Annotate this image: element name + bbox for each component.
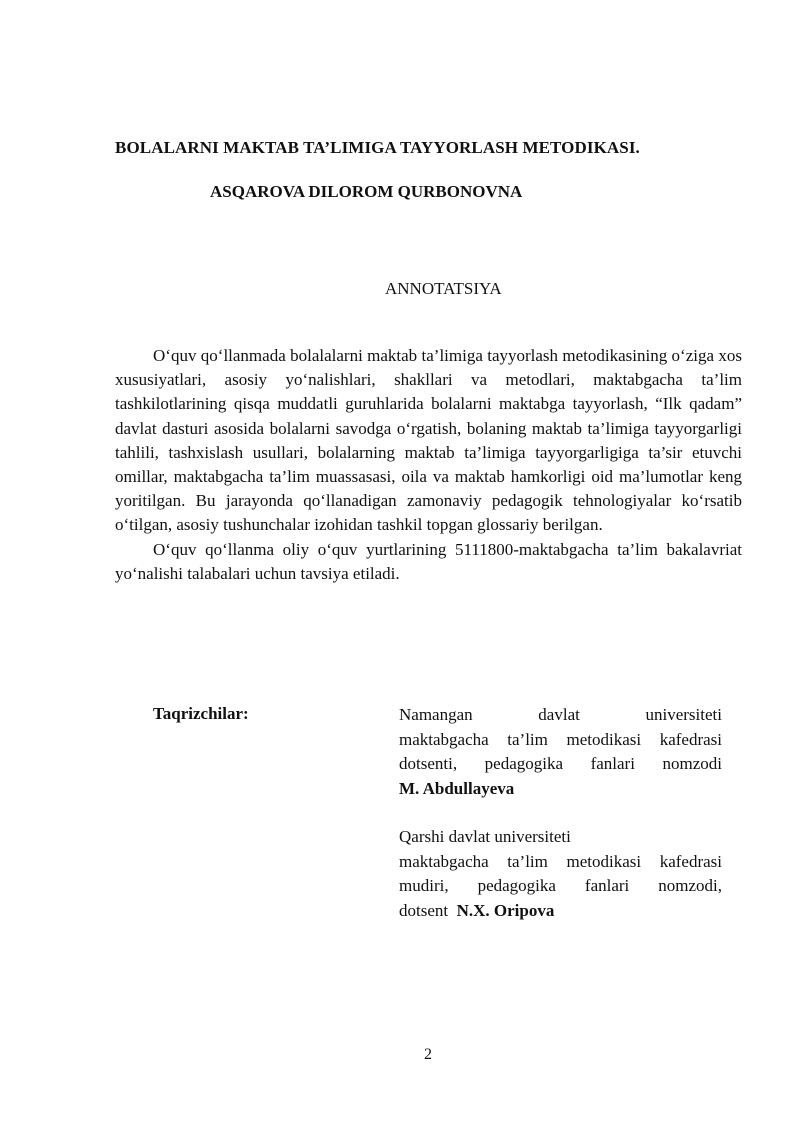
- annotation-paragraph: O‘quv qo‘llanmada bolalalarni maktab ta’limiga tayyorlash metodikasining o‘ziga xos xususiyatlari, asosiy yo‘nalishlari, shakllari va metodlari, maktabgacha ta’lim tashkilotlarining qisqa muddatli guruhlarida bolalarni maktabga tayyorlash, “Ilk qadam” davlat dasturi asosida bolalarni savodga o‘rgatish, bolaning maktab ta’limiga tayyorgarligi tahlili, tashxislash usullari, bolalarning maktab ta’limiga tayyorgarligiga ta’sir etuvchi omillar, maktabgacha ta’lim muassasasi, oila va maktab hamkorligi oid ma’lumotlar keng yoritilgan. Bu jarayonda qo‘llanadigan zamonaviy pedagogik tehnologiyalar ko‘rsatib o‘tilgan, asosiy tushunchalar izohidan tashkil topgan glossariy berilgan.: [115, 346, 742, 535]
- reviewer-name: N.X. Oripova: [456, 900, 555, 920]
- reviewer-affiliation-line: maktabgacha ta’lim metodikasi kafedrasi: [399, 851, 722, 871]
- reviewer-affiliation-line: Qarshi davlat universiteti: [399, 827, 571, 846]
- reviewer-block: [399, 825, 722, 923]
- reviewer-affiliation-line: mudiri, pedagogika fanlari nomzodi,: [399, 876, 722, 895]
- reviewer-affiliation-line: Namangan davlat universiteti: [399, 705, 722, 724]
- reviewer-name-line: [399, 899, 722, 924]
- document-title: BOLALARNI MAKTAB TA’LIMIGA TAYYORLASH METODIKASI.: [115, 138, 640, 157]
- reviewers-label: Taqrizchilar:: [153, 704, 249, 723]
- author-name: ASQAROVA DILOROM QURBONOVNA: [210, 182, 523, 201]
- page-number: 2: [424, 1046, 432, 1063]
- annotation-paragraph: O‘quv qo‘llanma oliy o‘quv yurtlarining 5111800-maktabgacha ta’lim bakalavriat yo‘nalishi talabalari uchun tavsiya etiladi.: [115, 539, 742, 583]
- reviewer-block: [399, 703, 722, 801]
- reviewer-title-prefix: dotsent: [399, 900, 457, 920]
- reviewer-name-line: [399, 777, 722, 802]
- reviewer-affiliation-line: dotsenti, pedagogika fanlari nomzodi: [399, 754, 722, 773]
- annotation-heading: ANNOTATSIYA: [385, 279, 502, 298]
- annotation-body: [115, 344, 742, 586]
- reviewer-affiliation-line: maktabgacha ta’lim metodikasi kafedrasi: [399, 729, 722, 749]
- reviewer-name: M. Abdullayeva: [399, 778, 515, 798]
